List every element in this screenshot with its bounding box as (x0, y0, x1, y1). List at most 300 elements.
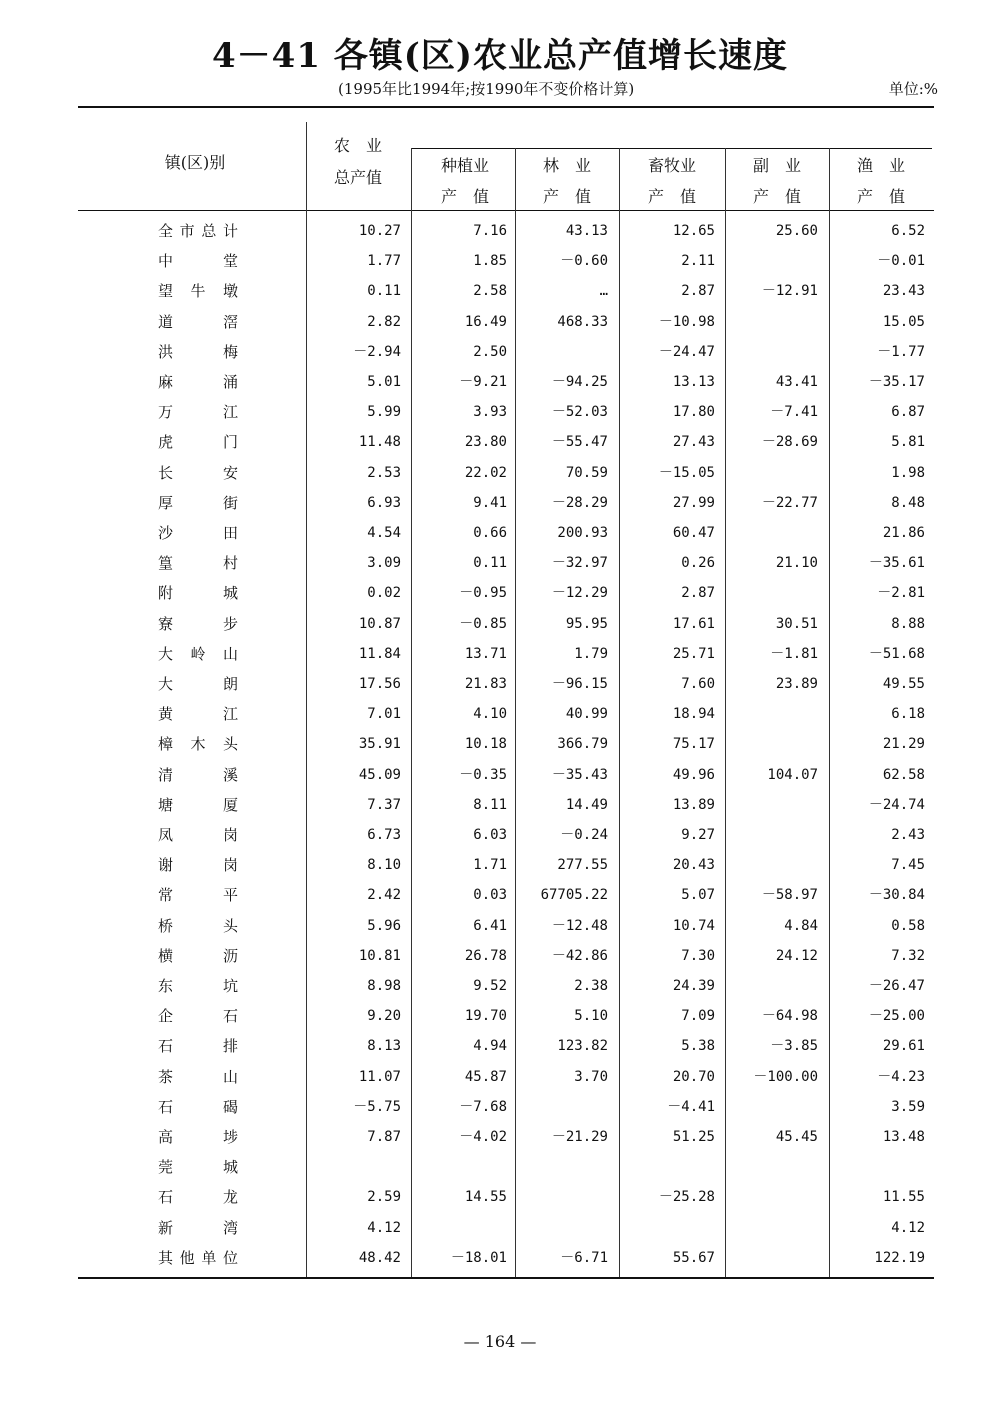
top-rule (78, 106, 934, 108)
table-cell: －26.47 (868, 978, 925, 994)
table-cell (516, 1092, 608, 1122)
header-crop-bottom: 产 值 (440, 187, 489, 206)
header-forestry-bottom: 产 值 (542, 187, 591, 206)
table-cell: 11.07 (358, 1068, 401, 1085)
table-row (78, 1243, 934, 1273)
header-total-top: 农 业 (333, 136, 382, 155)
table-row (78, 1001, 934, 1031)
table-cell (412, 1152, 507, 1182)
table-cell: 43.13 (565, 223, 608, 239)
region-name: 石 排 (158, 1037, 238, 1056)
region-name: 东 坑 (158, 977, 238, 995)
table-cell (725, 518, 818, 548)
header-livestock-bottom: 产 值 (647, 187, 696, 206)
table-row (78, 307, 934, 337)
table-cell: 95.95 (565, 615, 608, 632)
table-row (78, 609, 934, 639)
table-cell: 23.80 (464, 434, 507, 451)
table-cell: 13.89 (672, 796, 715, 813)
table-cell: 23.89 (775, 676, 818, 692)
table-row (78, 971, 934, 1001)
table-cell: 49.55 (882, 676, 925, 692)
region-name: 茶 山 (158, 1067, 238, 1086)
table-row (78, 1213, 934, 1243)
table-row (78, 911, 934, 941)
table-cell: 5.01 (367, 374, 401, 390)
table-cell: 24.39 (672, 978, 715, 994)
table-cell (725, 578, 818, 608)
region-name: 厚 街 (158, 493, 238, 512)
table-cell (516, 337, 608, 367)
table-cell: 2.11 (681, 253, 715, 270)
table-cell: －58.97 (761, 887, 818, 904)
table-cell: 8.13 (367, 1038, 401, 1055)
table-cell: 8.88 (891, 615, 925, 632)
table-cell: －0.95 (459, 585, 507, 602)
table-row (78, 488, 934, 518)
region-name: 虎 门 (158, 433, 238, 452)
table-cell: －28.29 (551, 494, 608, 511)
table-cell: 1.79 (574, 645, 608, 662)
table-cell: 21.10 (775, 555, 818, 572)
region-name: 谢 岗 (158, 856, 238, 875)
table-cell: 4.54 (367, 525, 401, 541)
table-cell: －32.97 (551, 555, 608, 572)
table-cell: 25.60 (775, 223, 818, 239)
table-row (78, 518, 934, 548)
table-cell: 104.07 (767, 766, 818, 783)
region-name: 塘 厦 (158, 795, 238, 814)
table-cell: 51.25 (672, 1129, 715, 1145)
table-cell: 6.41 (473, 917, 507, 934)
region-name: 常 平 (158, 886, 238, 905)
region-name: 寮 步 (158, 614, 238, 633)
table-cell: 45.87 (464, 1068, 507, 1085)
table-cell: 62.58 (882, 766, 925, 783)
table-row (78, 1182, 934, 1212)
table-cell: 12.65 (672, 223, 715, 239)
table-cell: 5.38 (681, 1038, 715, 1055)
region-name: 樟木头 (158, 735, 238, 754)
table-cell: 5.81 (891, 434, 925, 451)
table-cell: 5.99 (367, 404, 401, 421)
table-cell: 9.20 (367, 1008, 401, 1025)
page-number: — 164 — (463, 1332, 537, 1351)
region-name: 中 堂 (158, 252, 238, 271)
table-cell: 4.10 (473, 706, 507, 723)
table-row (78, 427, 934, 457)
header-sideline-top: 副 业 (752, 156, 801, 175)
table-row (78, 1062, 934, 1092)
table-cell (725, 1092, 818, 1122)
table-cell (830, 1152, 925, 1182)
table-cell: 7.32 (891, 947, 925, 964)
table-cell: 7.09 (681, 1008, 715, 1025)
table-cell: －25.28 (658, 1189, 715, 1206)
table-cell: 8.48 (891, 494, 925, 511)
table-row (78, 578, 934, 608)
table-cell: 5.10 (574, 1008, 608, 1025)
region-name: 全市总计 (158, 222, 238, 240)
table-cell: 13.13 (672, 374, 715, 390)
header-crop-top: 种植业 (440, 156, 489, 175)
table-cell: 26.78 (464, 947, 507, 964)
table-cell: 40.99 (565, 706, 608, 723)
table-cell: 200.93 (557, 525, 608, 541)
table-cell: 468.33 (557, 313, 608, 330)
table-cell: 16.49 (464, 313, 507, 330)
table-cell: 23.43 (882, 283, 925, 300)
region-name: 万 江 (158, 403, 238, 422)
region-name: 望牛墩 (158, 282, 238, 301)
table-cell: 7.37 (367, 796, 401, 813)
table-cell: 6.03 (473, 827, 507, 843)
region-name: 道 滘 (158, 312, 238, 331)
table-cell: 2.50 (473, 343, 507, 360)
table-cell (725, 699, 818, 729)
table-cell: －4.41 (667, 1098, 715, 1115)
table-cell: 60.47 (672, 525, 715, 541)
table-cell (725, 307, 818, 337)
table-cell: 5.96 (367, 917, 401, 934)
header-subgroup-rule (412, 148, 932, 149)
table-cell: －0.24 (560, 827, 608, 843)
table-cell: 5.07 (681, 887, 715, 904)
region-name: 大岭山 (158, 644, 238, 663)
table-cell (725, 729, 818, 759)
header-forestry-top: 林 业 (542, 156, 591, 175)
table-cell: 45.45 (775, 1129, 818, 1145)
bottom-rule (78, 1277, 934, 1279)
table-cell: －5.75 (353, 1098, 401, 1115)
table-cell: 2.87 (681, 585, 715, 602)
table-row (78, 337, 934, 367)
page-subtitle: (1995年比1994年;按1990年不变价格计算) (338, 80, 635, 98)
table-cell: 20.43 (672, 857, 715, 874)
table-cell: 7.30 (681, 947, 715, 964)
table-cell: 277.55 (557, 857, 608, 874)
table-cell: －100.00 (753, 1068, 818, 1085)
table-cell: －28.69 (761, 434, 818, 451)
table-cell: －64.98 (761, 1008, 818, 1025)
table-cell: 17.80 (672, 404, 715, 421)
table-cell: 122.19 (874, 1249, 925, 1266)
table-cell: －1.81 (770, 645, 818, 662)
table-cell: 2.38 (574, 978, 608, 994)
table-cell: －12.29 (551, 585, 608, 602)
table-cell: 21.29 (882, 736, 925, 753)
table-cell: 13.71 (464, 645, 507, 662)
table-row (78, 639, 934, 669)
table-cell: 14.49 (565, 796, 608, 813)
table-cell: －1.77 (877, 343, 925, 360)
table-cell (725, 458, 818, 488)
table-cell (619, 1213, 715, 1243)
table-cell: 24.12 (775, 947, 818, 964)
table-cell: 27.99 (672, 494, 715, 511)
region-name: 凤 岗 (158, 826, 238, 844)
table-cell: 0.03 (473, 887, 507, 904)
table-cell: 4.94 (473, 1038, 507, 1055)
table-cell: －2.94 (353, 343, 401, 360)
table-cell (725, 1213, 818, 1243)
table-cell: 13.48 (882, 1129, 925, 1145)
table-cell: －12.91 (761, 283, 818, 300)
table-cell: －30.84 (868, 887, 925, 904)
table-cell: －22.77 (761, 494, 818, 511)
region-name: 其他单位 (158, 1248, 238, 1267)
table-row (78, 397, 934, 427)
table-cell: －7.68 (459, 1098, 507, 1115)
page-title: 4－41 各镇(区)农业总产值增长速度 (212, 36, 788, 76)
table-cell (412, 1213, 507, 1243)
table-cell: 4.84 (784, 917, 818, 934)
region-name: 高 埗 (158, 1128, 238, 1146)
table-cell: －0.60 (560, 253, 608, 270)
table-cell: 3.59 (891, 1098, 925, 1115)
table-cell: 17.61 (672, 615, 715, 632)
table-cell: 3.70 (574, 1068, 608, 1085)
header-total-bottom: 总产值 (333, 168, 382, 187)
table-cell: －7.41 (770, 404, 818, 421)
table-cell: 9.41 (473, 494, 507, 511)
region-name: 沙 田 (158, 524, 238, 542)
table-cell: －42.86 (551, 947, 608, 964)
table-cell: 2.43 (891, 827, 925, 843)
region-name: 桥 头 (158, 916, 238, 935)
table-cell: －24.74 (868, 796, 925, 813)
table-cell: 9.52 (473, 978, 507, 994)
table-cell: 10.81 (358, 947, 401, 964)
table-cell: 0.02 (367, 585, 401, 602)
table-cell: 27.43 (672, 434, 715, 451)
header-bottom-rule (78, 210, 934, 211)
table-cell: 1.71 (473, 857, 507, 874)
table-row (78, 1031, 934, 1061)
table-cell: 18.94 (672, 706, 715, 723)
table-cell: 29.61 (882, 1038, 925, 1055)
table-cell: －3.85 (770, 1038, 818, 1055)
table-cell: －0.85 (459, 615, 507, 632)
table-cell: 2.53 (367, 464, 401, 481)
table-cell: 48.42 (358, 1249, 401, 1266)
table-row (78, 699, 934, 729)
table-cell: 45.09 (358, 766, 401, 783)
table-cell (725, 337, 818, 367)
table-cell: －18.01 (450, 1249, 507, 1266)
table-cell (516, 1213, 608, 1243)
table-cell: 2.82 (367, 313, 401, 330)
table-cell (306, 1152, 401, 1182)
table-cell: －24.47 (658, 343, 715, 360)
region-name: 大 朗 (158, 675, 238, 693)
region-name: 横 沥 (158, 946, 238, 965)
table-cell: 123.82 (557, 1038, 608, 1055)
table-cell: －21.29 (551, 1129, 608, 1145)
table-cell: 49.96 (672, 766, 715, 783)
region-name: 企 石 (158, 1007, 238, 1026)
table-cell: 6.93 (367, 494, 401, 511)
table-cell: 6.73 (367, 827, 401, 843)
table-cell: －51.68 (868, 645, 925, 662)
table-row (78, 669, 934, 699)
table-cell (725, 246, 818, 276)
table-cell: －52.03 (551, 404, 608, 421)
table-cell: 70.59 (565, 464, 608, 481)
region-name: 黄 江 (158, 705, 238, 724)
header-region: 镇(区)别 (164, 153, 226, 172)
table-cell: 11.48 (358, 434, 401, 451)
table-row (78, 820, 934, 850)
table-cell: 2.59 (367, 1189, 401, 1206)
table-cell: 15.05 (882, 313, 925, 330)
table-cell: －25.00 (868, 1008, 925, 1025)
table-cell: 8.98 (367, 978, 401, 994)
table-cell: … (599, 283, 608, 300)
table-cell (516, 1152, 608, 1182)
table-cell: 0.11 (473, 555, 507, 572)
table-cell: 3.09 (367, 555, 401, 572)
table-cell: 7.60 (681, 676, 715, 692)
table-cell: 0.58 (891, 917, 925, 934)
table-cell: 7.16 (473, 223, 507, 239)
table-cell: 2.42 (367, 887, 401, 904)
table-cell: 17.56 (358, 676, 401, 692)
table-cell (725, 820, 818, 850)
table-cell: －10.98 (658, 313, 715, 330)
table-row (78, 458, 934, 488)
unit-label: 单位:% (888, 80, 938, 98)
table-cell: 0.26 (681, 555, 715, 572)
table-cell: 2.58 (473, 283, 507, 300)
table-cell: 4.12 (891, 1219, 925, 1236)
table-cell: －9.21 (459, 374, 507, 390)
table-cell: －94.25 (551, 374, 608, 390)
table-row (78, 1092, 934, 1122)
table-cell: 10.74 (672, 917, 715, 934)
table-row (78, 729, 934, 759)
table-cell: －4.23 (877, 1068, 925, 1085)
table-cell: －55.47 (551, 434, 608, 451)
table-cell: －4.02 (459, 1129, 507, 1145)
header-livestock-top: 畜牧业 (647, 156, 696, 175)
table-cell: －2.81 (877, 585, 925, 602)
table-cell: 7.01 (367, 706, 401, 723)
table-row (78, 760, 934, 790)
table-cell: 1.77 (367, 253, 401, 270)
table-cell (725, 971, 818, 1001)
table-cell: 1.98 (891, 464, 925, 481)
table-row (78, 1122, 934, 1152)
region-name: 莞 城 (158, 1158, 238, 1177)
table-cell: －35.61 (868, 555, 925, 572)
region-name: 长 安 (158, 463, 238, 482)
region-name: 新 湾 (158, 1218, 238, 1237)
table-cell: 0.66 (473, 525, 507, 541)
table-cell: 55.67 (672, 1249, 715, 1266)
table-row (78, 1152, 934, 1182)
table-cell: 75.17 (672, 736, 715, 753)
table-cell (725, 1243, 818, 1273)
table-cell: 10.27 (358, 223, 401, 239)
table-row (78, 941, 934, 971)
table-row (78, 367, 934, 397)
table-cell: 14.55 (464, 1189, 507, 1206)
table-cell: 6.87 (891, 404, 925, 421)
table-cell: 0.11 (367, 283, 401, 300)
table-cell (725, 1152, 818, 1182)
header-fishery-bottom: 产 值 (856, 187, 905, 206)
table-cell: 366.79 (557, 736, 608, 753)
table-cell: 22.02 (464, 464, 507, 481)
header-fishery-top: 渔 业 (856, 156, 905, 175)
table-cell: 7.87 (367, 1129, 401, 1145)
table-cell: 11.55 (882, 1189, 925, 1206)
table-cell: －0.35 (459, 766, 507, 783)
table-cell: 6.52 (891, 223, 925, 239)
table-cell: 19.70 (464, 1008, 507, 1025)
table-cell: 35.91 (358, 736, 401, 753)
table-cell: －0.01 (877, 253, 925, 270)
table-cell: 11.84 (358, 645, 401, 662)
table-cell: 21.83 (464, 676, 507, 692)
table-row (78, 880, 934, 910)
header-sideline-bottom: 产 值 (752, 187, 801, 206)
table-row (78, 548, 934, 578)
table-cell: 4.12 (367, 1219, 401, 1236)
table-cell (619, 1152, 715, 1182)
region-name: 洪 梅 (158, 342, 238, 361)
region-name: 石 龙 (158, 1188, 238, 1207)
table-cell: 10.87 (358, 615, 401, 632)
table-cell: 7.45 (891, 857, 925, 874)
table-cell: －96.15 (551, 676, 608, 692)
region-name: 附 城 (158, 584, 238, 603)
table-cell: 1.85 (473, 253, 507, 270)
table-cell: 3.93 (473, 404, 507, 421)
region-name: 麻 涌 (158, 373, 238, 391)
region-name: 石 碣 (158, 1097, 238, 1116)
table-cell (725, 790, 818, 820)
table-row (78, 216, 934, 246)
region-name: 清 溪 (158, 765, 238, 784)
table-cell: 10.18 (464, 736, 507, 753)
table-cell: 2.87 (681, 283, 715, 300)
table-cell: 6.18 (891, 706, 925, 723)
region-name: 篁 村 (158, 554, 238, 573)
table-cell (725, 850, 818, 880)
table-cell: 8.10 (367, 857, 401, 874)
table-cell (516, 1182, 608, 1212)
table-cell: 20.70 (672, 1068, 715, 1085)
table-cell: 25.71 (672, 645, 715, 662)
table-cell (725, 1182, 818, 1212)
table-cell: 30.51 (775, 615, 818, 632)
table-row (78, 790, 934, 820)
table-cell: 43.41 (775, 374, 818, 390)
table-cell: 21.86 (882, 525, 925, 541)
table-cell: －6.71 (560, 1249, 608, 1266)
table-row (78, 246, 934, 276)
table-cell: －35.43 (551, 766, 608, 783)
table-row (78, 850, 934, 880)
table-cell: 8.11 (473, 796, 507, 813)
table-row (78, 276, 934, 306)
table-cell: 9.27 (681, 827, 715, 843)
table-cell: －12.48 (551, 917, 608, 934)
table-cell: －35.17 (868, 374, 925, 390)
table-cell: 67705.22 (540, 887, 608, 904)
